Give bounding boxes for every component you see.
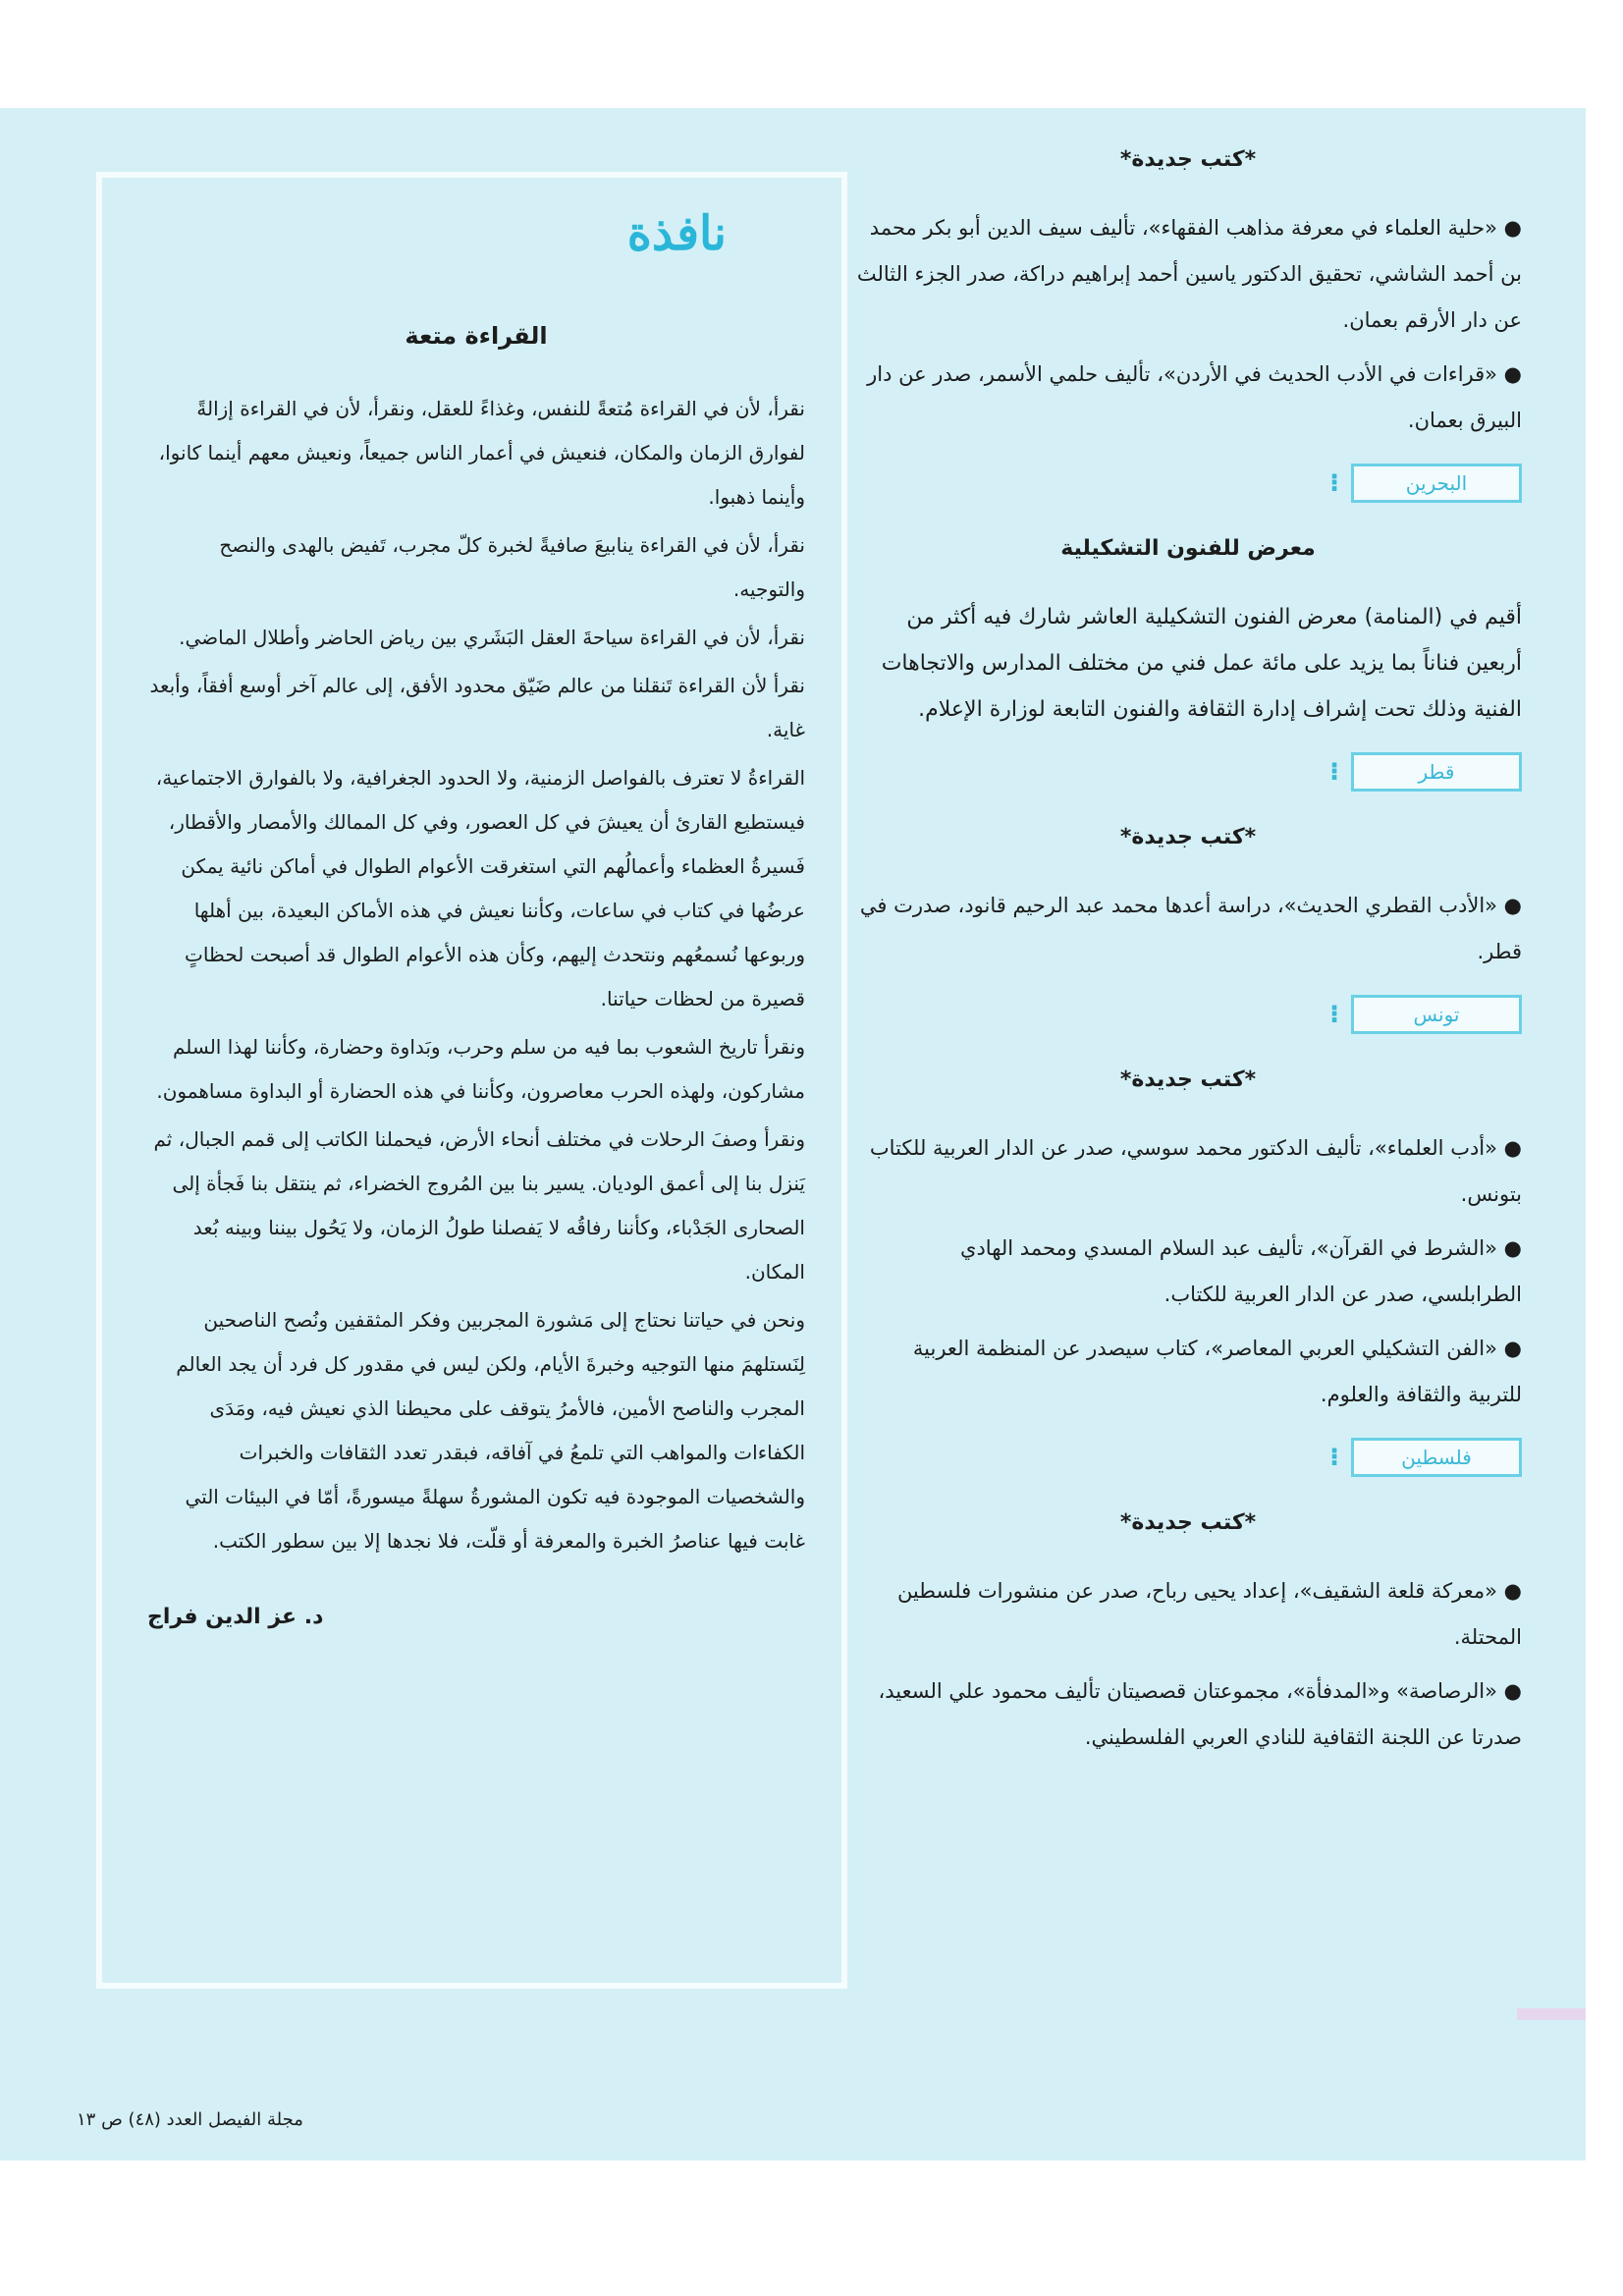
section-marker-icon: ⁝	[1329, 1000, 1339, 1029]
article-paragraph-2: نقرأ، لأن في القراءة ينابيعَ صافيةً لخبرة كلّ مجرب، تَفيض بالهدى والنصح والتوجيه.	[219, 533, 805, 601]
article-paragraph-4: نقرأ لأن القراءة تَنقلنا من عالم ضَيّق محدود الأفق، إلى عالم آخر أوسع أفقاً، وأبعد غاية.	[149, 674, 805, 741]
book-item-3: ● «الأدب القطري الحديث»، دراسة أعدها محمد عبد الرحيم قانود، صدرت في قطر.	[859, 894, 1522, 963]
article-heading: القراءة متعة	[405, 322, 548, 350]
book-item-1: ● «حلية العلماء في معرفة مذاهب الفقهاء»، تأليف سيف الدين أبو بكر محمد بن أحمد الشاشي، تحقيق الدكتور ياسين أحمد إبراهيم دراكة، صدر الجزء الثالث عن دار الأرقم بعمان.	[856, 216, 1522, 332]
book-item-7: ● «معركة قلعة الشقيف»، إعداد يحيى رباح، صدر عن منشورات فلسطين المحتلة.	[896, 1579, 1522, 1649]
article-paragraph-6: ونقرأ تاريخ الشعوب بما فيه من سلم وحرب، وبَداوة وحضارة، وكأننا لهذا السلم مشاركون، ولهذه الحرب معاصرون، وكأننا في هذه الحضارة أو البداوة مساهمون.	[156, 1035, 805, 1103]
qatar-label: قطر	[1351, 752, 1522, 792]
section-marker-icon: ⁝	[1329, 468, 1339, 498]
tunis-label-row	[854, 995, 1522, 1034]
bahrain-text: أقيم في (المنامة) معرض الفنون التشكيلية العاشر شارك فيه أكثر من أربعين فناناً بما يزيد على مائة عمل فني من مختلف المدارس والاتجاهات الفنية وذلك تحت إشراف إدارة الثقافة والفنون التابعة لوزارة الإعلام.	[881, 605, 1522, 722]
section-marker-icon: ⁝	[1329, 1443, 1339, 1472]
article-paragraph-5: القراءةُ لا تعترف بالفواصل الزمنية، ولا الحدود الجغرافية، ولا بالفوارق الاجتماعية، فيستطيع القارئ أن يعيشَ في كل العصور، وفي كل الممالك والأمصار والأقطار، فَسيرةُ العظماء وأعمالُهم التي استغرقت الأعوام الطوال في أماكن نائية يمكن عرضُها في كتاب في ساعات، وكأننا نعيش في هذه الأماكن البعيدة، بين أهلها وربوعها نُسمعُهم ونتحدث إليهم، وكأن هذه الأعوام الطوال قد أصبحت لحظاتٍ قصيرة من لحظات حياتنا.	[155, 766, 805, 1011]
section-marker-icon: ⁝	[1329, 757, 1339, 787]
article-paragraph-8: ونحن في حياتنا نحتاج إلى مَشورة المجربين وفكر المثقفين ونُصح الناصحين لِنَستلهمَ منها التوجيه وخبرةَ الأيام، ولكن ليس في مقدور كل فرد أن يجد العالم المجرب والناصح الأمين، فالأمرُ يتوقف على محيطنا الذي نعيش فيه، ومَدَى الكفاءات والمواهب التي تلمعُ في آفاقه، فبقدر تعدد الثقافات والخبرات والشخصيات الموجودة فيه تكون المشورةُ سهلةً ميسورةً، أمّا في البيئات التي غابت فيها عناصرُ الخبرة والمعرفة أو قلّت، فلا نجدها إلا بين سطور الكتب.	[176, 1308, 805, 1553]
bahrain-label: البحرين	[1351, 464, 1522, 503]
book-item-5: ● «الشرط في القرآن»، تأليف عبد السلام المسدي ومحمد الهادي الطرابلسي، صدر عن الدار العربية للكتاب.	[960, 1236, 1522, 1306]
qatar-label-row	[854, 752, 1522, 792]
article-paragraph-1: نقرأ، لأن في القراءة مُتعةً للنفس، وغذاءً للعقل، ونقرأ، لأن في القراءة إزالةً لفوارق الزمان والمكان، فنعيش في أعمار الناس جميعاً، ونعيش معهم أينما كانوا، وأينما ذهبوا.	[158, 397, 805, 509]
article-paragraph-3: نقرأ، لأن في القراءة سياحةَ العقل البَشَري بين رياض الحاضر وأطلال الماضي.	[179, 626, 805, 649]
book-item-2: ● «قراءات في الأدب الحديث في الأردن»، تأليف حلمي الأسمر، صدر عن دار البيرق بعمان.	[867, 362, 1522, 432]
palestine-label-row	[854, 1438, 1522, 1477]
palestine-label: فلسطين	[1351, 1438, 1522, 1477]
book-item-4: ● «أدب العلماء»، تأليف الدكتور محمد سوسي، صدر عن الدار العربية للكتاب بتونس.	[869, 1136, 1522, 1206]
book-item-6: ● «الفن التشكيلي العربي المعاصر»، كتاب سيصدر عن المنظمة العربية للتربية والثقافة والعلوم.	[912, 1337, 1522, 1406]
new-books-heading-2: *كتب جديدة*	[1119, 825, 1257, 849]
left-column	[147, 206, 805, 1629]
decorative-stripe	[1517, 2008, 1586, 2020]
new-books-heading-4: *كتب جديدة*	[1119, 1510, 1257, 1535]
article-paragraph-7: ونقرأ وصفَ الرحلات في مختلف أنحاء الأرض، فيحملنا الكاتب إلى قمم الجبال، ثم يَنزل بنا إلى أعمق الوديان. يسير بنا بين المُروج الخضراء، ثم ينتقل بنا فَجأة إلى الصحارى الجَدْباء، وكأننا رفاقُه لا يَفصلنا طولُ الزمان، ولا يَحُول بيننا وبينه بُعد المكان.	[153, 1127, 805, 1284]
tunis-label: تونس	[1351, 995, 1522, 1034]
bahrain-heading: معرض للفنون التشكيلية	[1060, 536, 1316, 561]
book-item-8: ● «الرصاصة» و«المدفأة»، مجموعتان قصصيتان تأليف محمود علي السعيد، صدرتا عن اللجنة الثقافية للنادي العربي الفلسطيني.	[878, 1679, 1522, 1749]
new-books-heading-3: *كتب جديدة*	[1119, 1067, 1257, 1092]
nafitha-title: نافذة	[626, 206, 727, 261]
author-signature: د. عز الدين فراج	[147, 1605, 324, 1629]
right-column	[854, 147, 1522, 1769]
new-books-heading-1: *كتب جديدة*	[1119, 147, 1257, 172]
bahrain-label-row	[854, 464, 1522, 503]
page-footer: مجلة الفيصل العدد (٤٨) ص ١٣	[77, 2109, 303, 2130]
